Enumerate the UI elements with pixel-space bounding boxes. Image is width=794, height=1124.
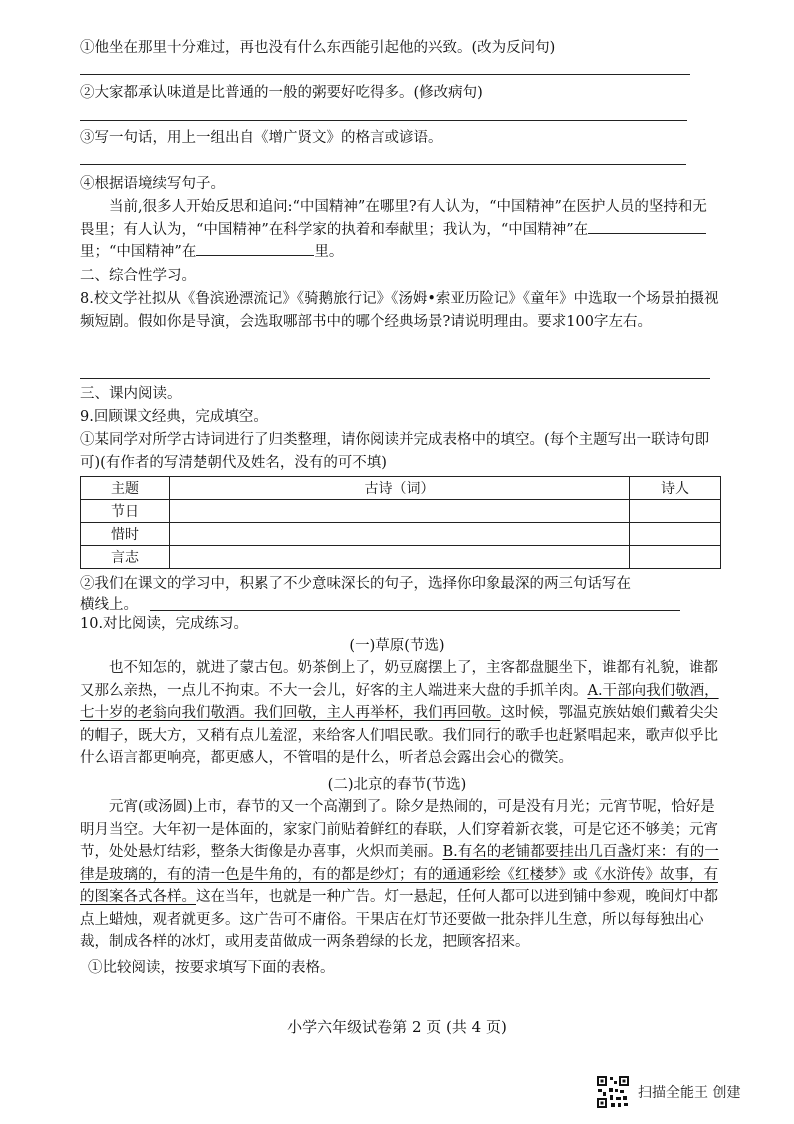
section-2-title: 二、综合性学习。 xyxy=(80,268,196,284)
table-row xyxy=(81,546,721,569)
q7-item4: ④根据语境续写句子。 xyxy=(80,176,225,192)
poet-cell[interactable] xyxy=(630,500,721,523)
q7-item2: ②大家都承认味道是比普通的一般的粥要好吃得多。(修改病句) xyxy=(80,85,483,101)
q7-item3: ③写一句话，用上一组出自《增广贤文》的格言或谚语。 xyxy=(80,130,443,146)
reading-1-paragraph xyxy=(80,657,720,770)
table-header-row xyxy=(81,477,721,500)
qr-code-icon xyxy=(596,1075,630,1109)
q10-text: 10.对比阅读，完成练习。 xyxy=(80,616,249,632)
table-row xyxy=(81,523,721,546)
q8-text: 8.校文学社拟从《鲁滨逊漂流记》《骑鹅旅行记》《汤姆•索亚历险记》《童年》中选取一个场景拍摄视频短剧。假如你是导演，会选取哪部书中的哪个经典场景?请说明理由。要求100字左右。 xyxy=(80,291,719,330)
fill-blank-1[interactable] xyxy=(588,219,706,234)
poem-cell[interactable] xyxy=(170,523,630,546)
page-footer: 小学六年级试卷第 2 页 (共 4 页) xyxy=(287,1018,507,1036)
table-row xyxy=(81,500,721,523)
reading-2-text: 元宵(或汤圆)上市，春节的又一个高潮到了。除夕是热闹的，可是没有月光；元宵节呢，恰好是明月当空。大年初一是体面的，家家门前贴着鲜红的春联，人们穿着新衣裳，可是它还不够美；元宵节，处处悬灯结彩，整条大街像是办喜事，火炽而美丽。 xyxy=(80,799,718,860)
q7-context-mid: 里；“中国精神”在 xyxy=(80,244,197,260)
answer-line[interactable] xyxy=(80,74,690,75)
q9-2-text-cont: 横线上。 xyxy=(80,597,138,613)
answer-line[interactable] xyxy=(80,120,687,121)
header-poet: 诗人 xyxy=(630,477,721,500)
reading-1-title: (一)草原(节选) xyxy=(349,638,445,654)
q7-context-end: 里。 xyxy=(314,244,344,260)
sentence-b: B.有名的老铺都要挂出几百盏灯来：有的一律是玻璃的，有的清一色是牛角的，有的都是纱灯；有的通通彩绘《红楼梦》或《水浒传》故事，有的图案各式各样。 xyxy=(80,844,719,905)
answer-line[interactable] xyxy=(150,610,680,611)
q10-1-text: ①比较阅读，按要求填写下面的表格。 xyxy=(88,960,335,976)
theme-time: 惜时 xyxy=(81,523,170,546)
scanner-watermark: 扫描全能王 创建 xyxy=(638,1085,741,1101)
poet-cell[interactable] xyxy=(630,523,721,546)
header-poem: 古诗（词） xyxy=(170,477,630,500)
q7-context-paragraph xyxy=(80,196,720,264)
theme-festival: 节日 xyxy=(81,500,170,523)
reading-2-title: (二)北京的春节(节选) xyxy=(327,777,467,793)
reading-2-text-cont: 这在当年，也就是一种广告。灯一悬起，任何人都可以进到铺中参观，晚间灯中都点上蜡烛，观者就更多。这广告可不庸俗。干果店在灯节还要做一批杂拌儿生意，所以每每独出心裁，制成各样的冰灯，或用麦苗做成一两条碧绿的长龙，把顾客招来。 xyxy=(80,889,718,950)
sentence-a: A.干部向我们敬酒，七十岁的老翁向我们敬酒。我们回敬，主人再举杯，我们再回敬。 xyxy=(80,682,719,721)
q7-item1: ①他坐在那里十分难过，再也没有什么东西能引起他的兴致。(改为反问句) xyxy=(80,40,556,56)
poetry-table xyxy=(80,476,721,569)
q9-1-text: ①某同学对所学古诗词进行了归类整理，请你阅读并完成表格中的填空。(每个主题写出一联诗句即可)(有作者的写清楚朝代及姓名，没有的可不填) xyxy=(80,432,710,471)
q9-2-text: ②我们在课文的学习中，积累了不少意味深长的句子，选择你印象最深的两三句话写在 xyxy=(80,576,631,592)
reading-1-text: 也不知怎的，就进了蒙古包。奶茶倒上了，奶豆腐摆上了，主客都盘腿坐下，谁都有礼貌，谁都又那么亲热，一点儿不拘束。不大一会儿，好客的主人端进来大盘的手抓羊肉。 xyxy=(80,660,718,699)
reading-1-text-cont: 这时候，鄂温克族姑娘们戴着尖尖的帽子，既大方，又稍有点儿羞涩，来给客人们唱民歌。我们同行的歌手也赶紧唱起来，歌声似乎比什么语言都更响亮，都更感人，不管唱的是什么，听者总会露出会心的微笑。 xyxy=(80,705,718,766)
answer-line[interactable] xyxy=(80,164,686,165)
reading-2-paragraph xyxy=(80,796,720,954)
poem-cell[interactable] xyxy=(170,500,630,523)
fill-blank-2[interactable] xyxy=(196,241,314,256)
poet-cell[interactable] xyxy=(630,546,721,569)
q9-text: 9.回顾课文经典，完成填空。 xyxy=(80,409,268,425)
header-theme: 主题 xyxy=(81,477,170,500)
section-3-title: 三、课内阅读。 xyxy=(80,386,182,402)
q7-context-text: 当前,很多人开始反思和追问:“中国精神”在哪里?有人认为，“中国精神”在医护人员的坚持和无畏里；有人认为，“中国精神”在科学家的执着和奉献里；我认为，“中国精神”在 xyxy=(80,199,707,238)
poem-cell[interactable] xyxy=(170,546,630,569)
theme-ambition: 言志 xyxy=(81,546,170,569)
answer-line[interactable] xyxy=(80,378,710,379)
